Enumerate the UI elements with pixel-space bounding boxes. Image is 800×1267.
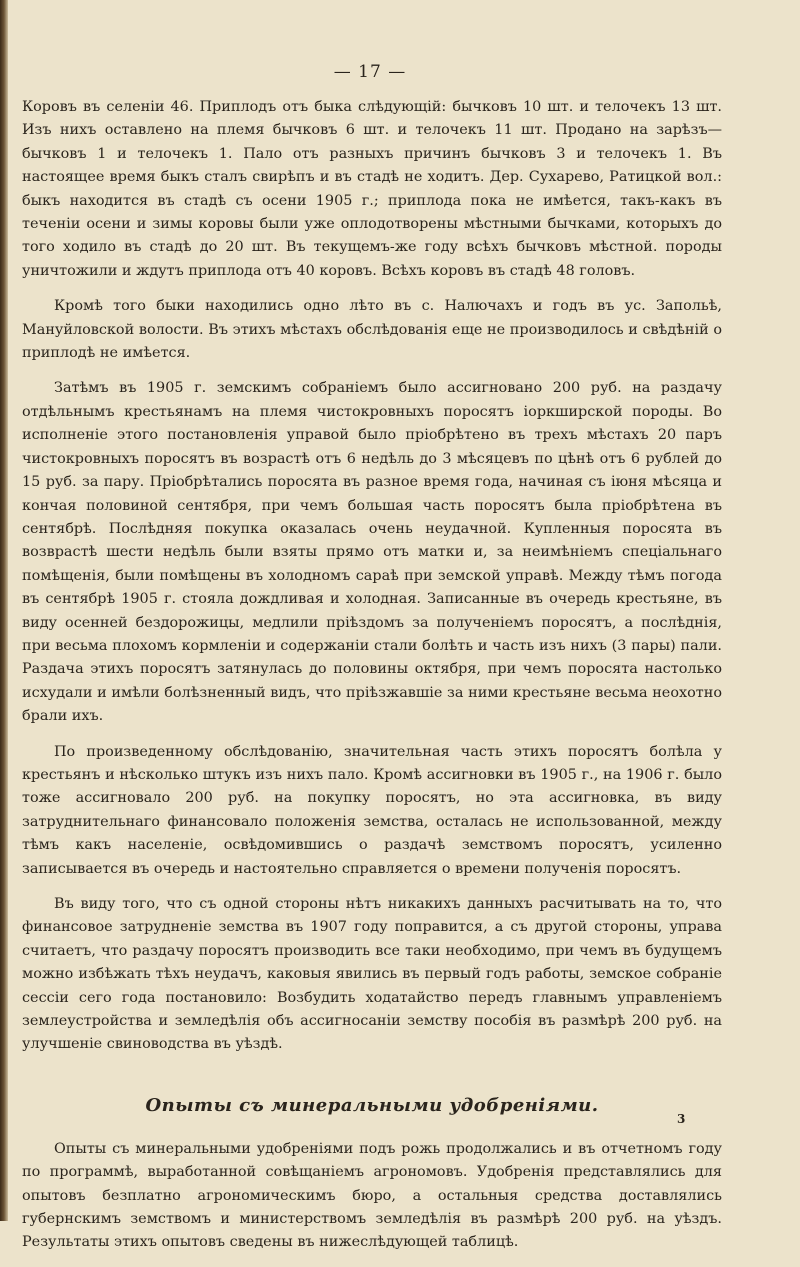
page-number: — 17 — bbox=[333, 62, 407, 82]
paragraph-fertilizer-experiments: Опыты съ минеральными удобреніями подъ рожь продолжались и въ отчетномъ году по программѣ, выработанной совѣщаніемъ агрономовъ. Удобренія представлялись для опытовъ безплатно агрономическимъ бюро, а остальныя средства доставлялись губернскимъ земствомъ и министерствомъ земледѣлія въ размѣрѣ 200 руб. на уѣздъ. Результаты этихъ опытовъ сведены въ нижеслѣдующей таблицѣ. bbox=[22, 1140, 722, 1251]
printer-signature-mark: 3 bbox=[677, 1112, 686, 1126]
paragraph-piglets-petition: Въ виду того, что съ одной стороны нѣтъ никакихъ данныхъ расчитывать на то, что финансовое затрудненіе земства въ 1907 году поправится, а съ другой стороны, управа считаетъ, что раздачу поросятъ производить все таки необходимо, при чемъ въ будущемъ можно избѣжать тѣхъ неудачъ, каковыя явились въ первый годъ работы, земское собраніе сессіи сего года постановило: Возбудить ходатайство передъ главнымъ управленіемъ землеустройства и земледѣлія объ ассигносаніи земству пособія въ размѣрѣ 200 руб. на улучшеніе свиноводства въ уѣздѣ. bbox=[22, 896, 722, 1053]
paragraph-piglets-survey: По произведенному обслѣдованію, значительная часть этихъ поросятъ болѣла у крестьянъ и нѣсколько штукъ изъ нихъ пало. Кромѣ ассигновки въ 1905 г., на 1906 г. было тоже ассигновало 200 руб. на покупку поросятъ, но эта ассигновка, въ виду затруднительнаго финансовало положенія земства, осталась не использованной, между тѣмъ какъ населеніе, освѣдомившись о раздачѣ земствомъ поросятъ, усиленно записывается въ очередь и настоятельно справляется о времени полученія поросятъ. bbox=[22, 743, 722, 877]
paragraph-cattle-continuation: Коровъ въ селеніи 46. Приплодъ отъ быка слѣдующій: бычковъ 10 шт. и телочекъ 13 шт. Изъ нихъ оставлено на племя бычковъ 6 шт. и телочекъ 11 шт. Продано на зарѣзъ—бычковъ 1 и телочекъ 1. Пало отъ разныхъ причинъ бычковъ 3 и телочекъ 1. Въ настоящее время быкъ сталъ свирѣпъ и въ стадѣ не ходитъ. Дер. Сухарево, Ратицкой вол.: быкъ находится въ стадѣ съ осени 1905 г.; приплода пока не имѣется, такъ-какъ въ теченіи осени и зимы коровы были уже оплодотворены мѣстными бычками, которыхъ до того ходило въ стадѣ до 20 шт. Въ текущемъ-же году всѣхъ бычковъ мѣстной. породы уничтожили и ждутъ приплода отъ 40 коровъ. Всѣхъ коровъ въ стадѣ 48 головъ. bbox=[22, 99, 722, 279]
paragraph-piglets-1905: Затѣмъ въ 1905 г. земскимъ собраніемъ было ассигновано 200 руб. на раздачу отдѣльнымъ крестьянамъ на племя чистокровныхъ поросятъ іоркширской породы. Во исполненіе этого постановленія управой было пріобрѣтено въ трехъ мѣстахъ 20 паръ чистокровныхъ поросятъ въ возрастѣ отъ 6 недѣль до 3 мѣсяцевъ по цѣнѣ отъ 6 рублей до 15 руб. за пару. Пріобрѣтались поросята въ разное время года, начиная съ іюня мѣсяца и кончая половиной сентября, при чемъ большая часть поросятъ была пріобрѣтена въ сентябрѣ. Послѣдняя покупка оказалась очень неудачной. Купленныя поросята въ возврастѣ шести недѣль были взяты прямо отъ матки и, за неимѣніемъ спеціальнаго помѣщенія, были помѣщены въ холодномъ сараѣ при земской управѣ. Между тѣмъ погода въ сентябрѣ 1905 г. стояла дождливая и холодная. Записанные въ очередь крестьяне, въ виду осенней бездорожицы, медлили пріѣздомъ за полученіемъ поросятъ, а послѣднія, при весьма плохомъ кормленіи и содержаніи стали болѣть и часть изъ нихъ (3 пары) пали. Раздача этихъ поросятъ затянулась до половины октября, при чемъ поросята настолько исхудали и имѣли болѣзненный видъ, что пріѣзжавшіе за ними крестьяне весьма неохотно брали ихъ. bbox=[22, 380, 722, 725]
book-spine-shadow bbox=[0, 0, 8, 1221]
section-title-mineral-fertilizers: Опыты съ минеральными удобреніями. bbox=[145, 1094, 599, 1116]
paragraph-bulls-other-villages: Кромѣ того быки находились одно лѣто въ с. Налючахъ и годъ въ ус. Запольѣ, Мануйловской волости. Въ этихъ мѣстахъ обслѣдованія еще не производилось и свѣдѣній о приплодѣ не имѣется. bbox=[22, 298, 722, 362]
page-body bbox=[22, 96, 722, 1267]
